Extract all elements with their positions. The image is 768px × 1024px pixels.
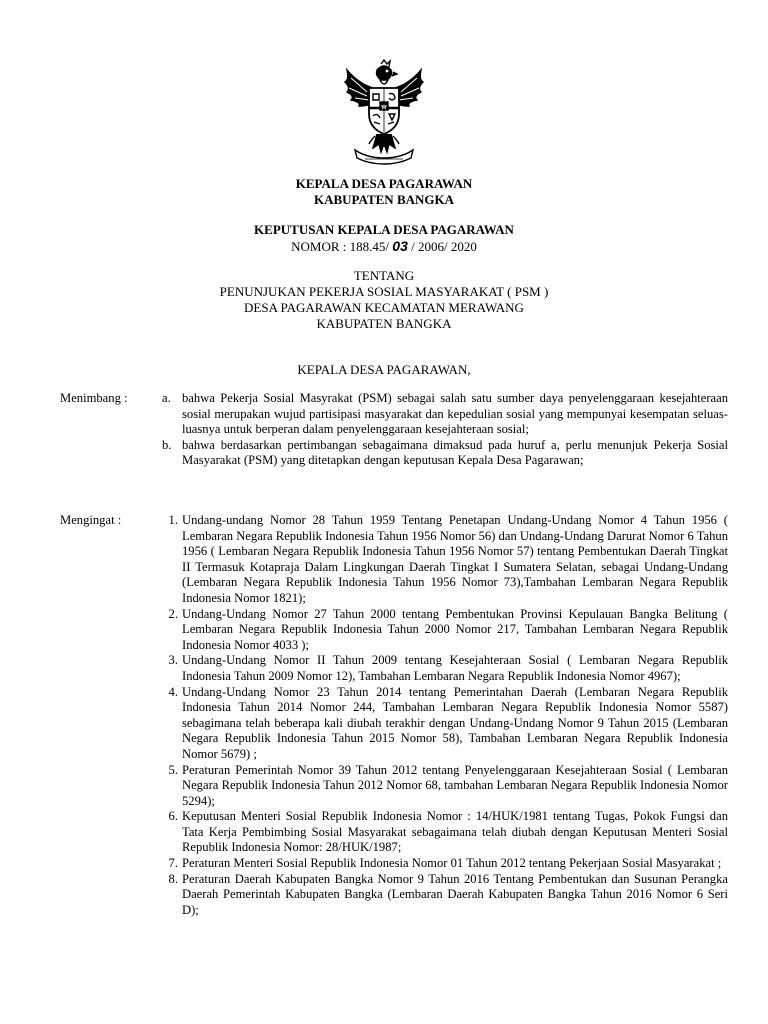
list-item-text: Undang-undang Nomor 28 Tahun 1959 Tentang Penetapan Undang-Undang Nomor 4 Tahun 1956 ( Lembaran Negara Republik Indonesia Tahun 1956 Nomor 56) dan Undang-Undang Darurat Nomor 6 Tahun 1956 ( Lembaran Negara Republik Indonesia Tahun 1956 Nomor 57) tentang Pembentukan Daerah Tingkat II Termasuk Kotapraja Dalam Lingkungan Daerah Tingkat I Sumatera Selatan, sebagai Undang-Undang (Lembaran Negara Republik Indonesia Tahun 1956 Nomor 73),Tambahan Lembaran Negara Republik Indonesia Nomor 1821);: [182, 513, 728, 605]
decree-number-value: 03: [392, 238, 408, 254]
issuer-heading: KEPALA DESA PAGARAWAN,: [297, 362, 471, 377]
list-item: [160, 685, 728, 763]
list-item-marker: 3.: [168, 653, 178, 668]
list-item-text: bahwa Pekerja Sosial Masyrakat (PSM) sebagai salah satu sumber daya penyelenggaraan kesejahteraan sosial merupakan wujud partisipasi masyarakat dan kepedulian sosial yang mempunyai kesempatan seluas-luasnya untuk berperan dalam penyelenggaraan kesejahteraan sosial;: [182, 391, 728, 437]
list-item: [160, 809, 728, 856]
list-item: [160, 856, 728, 872]
menimbang-label: Menimbang :: [60, 391, 128, 405]
list-item: [160, 391, 728, 438]
list-item-marker: b.: [162, 437, 172, 452]
subject-line3: KABUPATEN BANGKA: [316, 316, 452, 331]
list-item-text: Peraturan Menteri Sosial Republik Indonesia Nomor 01 Tahun 2012 tentang Pekerjaan Sosial Masyarakat ;: [182, 856, 722, 871]
list-item-text: Peraturan Daerah Kabupaten Bangka Nomor 9 Tahun 2016 Tentang Pembentukan dan Susunan Perangka Daerah Pemerintah Kabupaten Bangka (Lembaran Daerah Kabupaten Bangka Tahun 2016 Nomor 6 Seri D);: [182, 871, 728, 917]
list-item-marker: 4.: [168, 684, 178, 699]
list-item: [160, 607, 728, 654]
list-item-text: bahwa berdasarkan pertimbangan sebagaimana dimaksud pada huruf a, perlu menunjuk Pekerja Sosial Masyarakat (PSM) yang ditetapkan dengan keputusan Kepala Desa Pagarawan;: [182, 437, 728, 468]
list-item: [160, 763, 728, 810]
list-item-marker: 2.: [168, 606, 178, 621]
mengingat-list: [160, 513, 728, 918]
list-item-marker: 8.: [168, 871, 178, 886]
list-item-text: Undang-Undang Nomor 23 Tahun 2014 tentang Pemerintahan Daerah (Lembaran Negara Republik Indonesia Tahun 2014 Nomor 244, Tambahan Lembaran Negara Republik Indonesia Nomor 5587) sebagimana telah beberapa kali diubah terakhir dengan Undang-Undang Nomor 9 Tahun 2015 (Lembaran Negara Republik Indonesia Tahun 2015 Nomor 58), Tambahan Lembaran Negara Republik Indonesia Nomor 5679) ;: [182, 684, 728, 761]
decree-number-prefix: NOMOR : 188.45/: [291, 239, 393, 254]
list-item-marker: a.: [162, 391, 171, 405]
decree-title: KEPUTUSAN KEPALA DESA PAGARAWAN: [254, 222, 514, 237]
subject-line2: DESA PAGARAWAN KECAMATAN MERAWANG: [244, 300, 524, 315]
list-item-marker: 7.: [168, 856, 178, 871]
list-item: [160, 653, 728, 684]
header-line1: KEPALA DESA PAGARAWAN: [295, 176, 473, 191]
garuda-emblem-icon: [337, 58, 431, 166]
menimbang-list: [160, 391, 728, 469]
list-item-marker: 5.: [168, 762, 178, 777]
list-item: [160, 872, 728, 919]
list-item-text: Undang-Undang Nomor II Tahun 2009 tentang Kesejahteraan Sosial ( Lembaran Negara Republik Indonesia Tahun 2009 Nomor 12), Tambahan Lembaran Negara Republik Indonesia Nomor 4967);: [182, 653, 728, 683]
list-item-marker: 1.: [168, 513, 178, 527]
subject-tentang: TENTANG: [353, 268, 415, 283]
decree-number: [0, 238, 768, 255]
subject-line1: PENUNJUKAN PEKERJA SOSIAL MASYARAKAT ( PSM ): [219, 284, 549, 299]
list-item-text: Keputusan Menteri Sosial Republik Indonesia Nomor : 14/HUK/1981 tentang Tugas, Pokok Fungsi dan Tata Kerja Pembimbing Sosial Masyarakat sebagaimana telah diubah dengan Keputusan Menteri Sosial Republik Indonesia Nomor: 28/HUK/1987;: [182, 809, 728, 855]
list-item: [160, 438, 728, 469]
decree-number-suffix: / 2006/ 2020: [407, 239, 477, 254]
header-line2: KABUPATEN BANGKA: [314, 192, 454, 207]
list-item-text: Peraturan Pemerintah Nomor 39 Tahun 2012 tentang Penyelenggaraan Kesejahteraan Sosial ( Lembaran Negara Republik Indonesia Tahun 2012 Nomor 68, tambahan Lembaran Negara Republik Indonesia Nomor 5294);: [182, 762, 728, 808]
list-item-text: Undang-Undang Nomor 27 Tahun 2000 tentang Pembentukan Provinsi Kepulauan Bangka Belitung ( Lembaran Negara Republik Indonesia Tahun 2000 Nomor 217, Tambahan Lembaran Negara Republik Indonesia Nomor 4033 );: [182, 606, 728, 652]
list-item: [160, 513, 728, 607]
mengingat-label: Mengingat :: [60, 513, 122, 527]
list-item-marker: 6.: [168, 809, 178, 824]
